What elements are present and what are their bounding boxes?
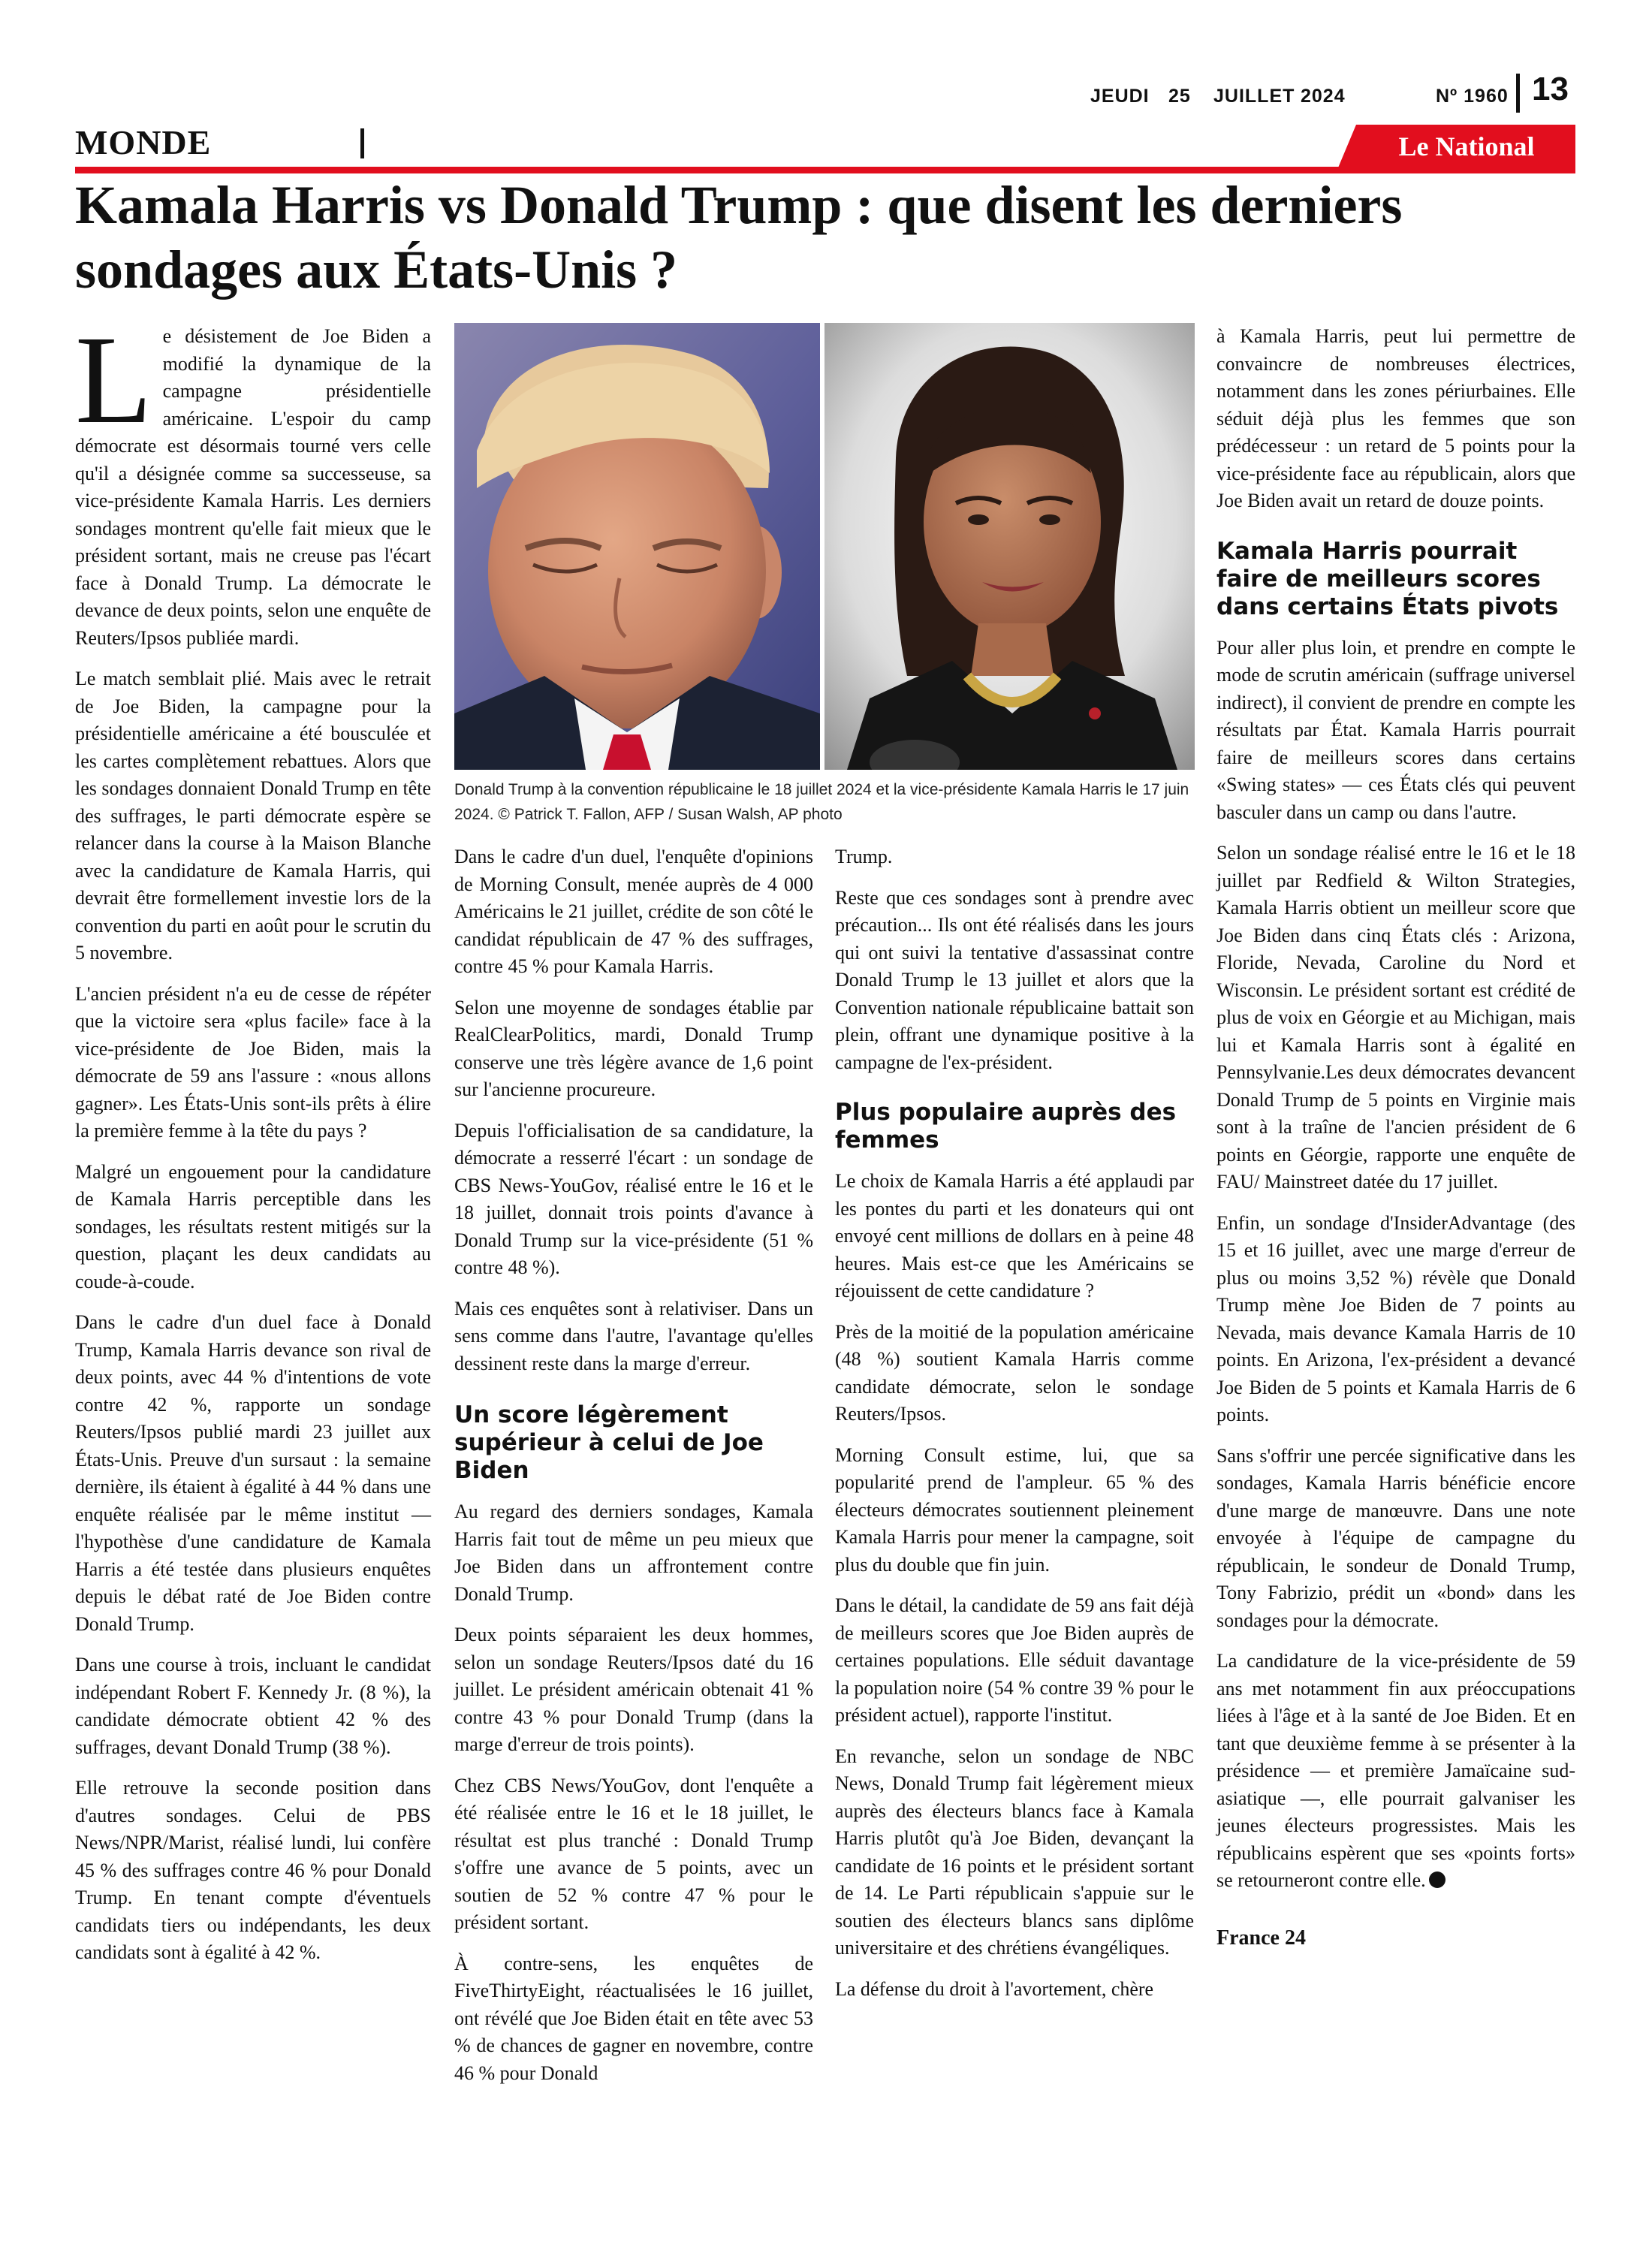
headline: Kamala Harris vs Donald Trump : que disent les derniers sondages aux États-Unis ? [75, 175, 1403, 300]
page-number-divider [1516, 74, 1520, 113]
harris-portrait [824, 323, 1195, 770]
paragraph: Selon une moyenne de sondages établie par RealClearPolitics, mardi, Donald Trump conserve une très légère avance de 1,6 point sur l'ancienne procureure. [454, 996, 813, 1100]
paragraph: Sans s'offrir une percée significative dans les sondages, Kamala Harris bénéficie encore d'une marge de manœuvre. Dans une note envoyée à l'équipe de campagne du républicain, le sondeur de Donald Trump, Tony Fabrizio, prédit un «bond» dans les sondages pour la démocrate. [1216, 1444, 1575, 1631]
issue-date: 25 [1168, 86, 1191, 107]
paragraph: Depuis l'officialisation de sa candidature, la démocrate a resserré l'écart : un sondage de CBS News-YouGov, réalisé entre le 16 et le 18 juillet, donnait trois points d'avance à Donald Trump sur la vice-présidente (51 % contre 48 %). [454, 1119, 813, 1278]
paragraph: Le match semblait plié. Mais avec le retrait de Joe Biden, la campagne pour la présidentielle américaine a été bousculée et les cartes complètement rebattues. Alors que les sondages donnaient Donald Trump en tête des suffrages, le parti démocrate espère se relancer dans la course à la Maison Blanche avec la candidature de Kamala Harris, qui devrait être formellement investie lors de la convention du parti en août pour le scrutin du 5 novembre. [75, 668, 431, 964]
paragraph: Enfin, un sondage d'InsiderAdvantage (des 15 et 16 juillet, avec une marge d'erreur de plus ou moins 3,52 %) révèle que Donald Trump mène Joe Biden de 7 points au Nevada, mais devance Kamala Harris de 10 points. En Arizona, l'ex-président a devancé Joe Biden de 5 points et Kamala Harris de 6 points. [1216, 1211, 1575, 1425]
paragraph: Le choix de Kamala Harris a été applaudi par les pontes du parti et les donateurs qui ont envoyé cent millions de dollars en à peine 48 heures. Mais est-ce que les Américains se réjouissent de cette candidature ? [835, 1170, 1194, 1301]
article-source: France 24 [1216, 1926, 1306, 1950]
paragraph: Malgré un engouement pour la candidature de Kamala Harris perceptible dans les sondages, les résultats restent mitigés sur la question, plaçant les deux candidats au coude-à-coude. [75, 1160, 431, 1292]
paragraph: Deux points séparaient les deux hommes, selon un sondage Reuters/Ipsos daté du 16 juillet. Le président américain obtenait 41 % contre 43 % pour Donald Trump (dans la marge d'erreur de trois points). [454, 1624, 813, 1755]
paragraph: L'ancien président n'a eu de cesse de répéter que la victoire sera «plus facile» face à la vice-présidente de Joe Biden, mais la démocrate de 59 ans l'assure : «nous allons gagner». Les États-Unis sont-ils prêts à élire la première femme à la tête du pays ? [75, 982, 431, 1142]
paragraph: Reste que ces sondages sont à prendre avec précaution... Ils ont été réalisés dans les jours qui ont suivi la tentative d'assassinat contre Donald Trump le 13 juillet et alors que la Convention nationale républicaine battait son plein, offrant une dynamique positive à la campagne de l'ex-président. [835, 886, 1194, 1073]
column-3 [835, 843, 1194, 2016]
issue-year: 2024 [1301, 86, 1346, 107]
issue-day: JEUDI [1090, 86, 1150, 107]
paragraph: La défense du droit à l'avortement, chère [835, 1977, 1154, 2000]
paragraph: Dans le cadre d'un duel face à Donald Trump, Kamala Harris devance son rival de deux points, avec 44 % d'intentions de vote contre 42 %, rapporte un sondage Reuters/Ipsos publié mardi 23 juillet aux États-Unis. Preuve d'un sursaut : la semaine dernière, ils étaient à égalité à 44 % dans une enquête réalisée par le même institut — l'hypothèse d'une candidature de Kamala Harris a été testée dans plusieurs enquêtes depuis le débat raté de Joe Biden contre Donald Trump. [75, 1311, 431, 1635]
paragraph: Au regard des derniers sondages, Kamala Harris fait tout de même un peu mieux que Joe Biden dans un affrontement contre Donald Trump. [454, 1500, 813, 1605]
trump-portrait [454, 323, 820, 770]
section-label: MONDE [75, 123, 212, 161]
paragraph: Mais ces enquêtes sont à relativiser. Dans un sens comme dans l'autre, l'avantage qu'elles dessinent reste dans la marge d'erreur. [454, 1297, 813, 1374]
paragraph: Morning Consult estime, lui, que sa popularité prend de l'ampleur. 65 % des électeurs démocrates soutiennent pleinement Kamala Harris pour mener la campagne, soit plus du double que fin juin. [835, 1443, 1194, 1576]
subheading: Plus populaire auprès des femmes [835, 1099, 1177, 1154]
closing-paragraph [1216, 1648, 1575, 1895]
paragraph: Selon un sondage réalisé entre le 16 et le 18 juillet par Redfield & Wilton Strategies, Kamala Harris obtient un meilleur score que Joe Biden dans cinq États clés : Arizona, Floride, Nevada, Caroline du Nord et Wisconsin. Le président sortant est crédité de plus de voix en Géorgie et au Michigan, mais lui et Kamala Harris sont à égalité en Pennsylvanie.Les deux démocrates devancent Donald Trump de 5 points en Virginie mais sont à la traîne de l'ancien président de 6 points en Géorgie, rapporte une enquête de FAU/ Mainstreet datée du 17 juillet. [1216, 842, 1575, 1193]
section-divider [360, 128, 364, 158]
paragraph: Dans le détail, la candidate de 59 ans fait déjà de meilleurs scores que Joe Biden auprès de certaines populations. Elle séduit davantage la population noire (54 % contre 39 % pour le président actuel), rapporte l'institut. [835, 1594, 1194, 1726]
column-1 [75, 310, 431, 1980]
article-photo [454, 323, 1195, 770]
paragraph: Trump. [835, 846, 893, 867]
page-number: 13 [1532, 71, 1569, 107]
paragraph: Dans le cadre d'un duel, l'enquête d'opinions de Morning Consult, menée auprès de 4 000 Américains le 21 juillet, crédite de son côté le candidat républicain de 47 % des suffrages, contre 45 % pour Kamala Harris. [454, 846, 813, 977]
brand-name: Le National [1398, 131, 1535, 161]
paragraph: Dans une course à trois, incluant le candidat indépendant Robert F. Kennedy Jr. (8 %), la candidate démocrate obtient 42 % des suffrages, devant Donald Trump (38 %). [75, 1654, 431, 1758]
issue-metadata [1081, 78, 1509, 111]
closing-text: La candidature de la vice-présidente de 59 ans met notamment fin aux préoccupations liées à l'âge et à la santé de Joe Biden. Et en tant que deuxième femme à se présenter à la présidence — et première Jamaïcaine sud-asiatique —, elle pourrait galvaniser les jeunes électeurs progressistes. Mais les républicains espèrent que ses «points forts» se retourneront contre elle. [1216, 1650, 1575, 1891]
subheading: Un score légèrement supérieur à celui de Joe Biden [454, 1401, 764, 1484]
paragraph: Pour aller plus loin, et prendre en compte le mode de scrutin américain (suffrage universel indirect), il convient de prendre en compte les résultats par État. Kamala Harris pourrait faire de meilleurs scores dans certains «Swing states» — ces États clés qui peuvent basculer dans un camp ou dans l'autre. [1216, 636, 1575, 823]
paragraph: Chez CBS News/YouGov, dont l'enquête a été réalisée entre le 16 et le 18 juillet, le résultat est plus tranché : Donald Trump s'offre une avance de 5 points, avec un soutien de 52 % contre 47 % pour le président sortant. [454, 1774, 813, 1933]
paragraph: À contre-sens, les enquêtes de FiveThirtyEight, réactualisées le 16 juillet, ont révélé que Joe Biden était en tête avec 53 % de chances de gagner en novembre, contre 46 % pour Donald [454, 1952, 813, 2084]
paragraph: Elle retrouve la seconde position dans d'autres sondages. Celui de PBS News/NPR/Marist, réalisé lundi, lui confère 45 % des suffrages contre 46 % pour Donald Trump. En tenant compte d'éventuels candidats tiers ou indépendants, les deux candidats sont à égalité à 42 %. [75, 1777, 431, 1963]
lead-paragraph [75, 310, 431, 652]
paragraph: En revanche, selon un sondage de NBC News, Donald Trump fait légèrement mieux auprès des électeurs blancs face à Kamala Harris plutôt qu'à Joe Biden, devançant la candidate de 16 points et le président sortant de 14. Le Parti républicain s'appuie sur le soutien des électeurs blancs sans diplôme universitaire et des chrétiens évangéliques. [835, 1745, 1194, 1959]
paragraph: à Kamala Harris, peut lui permettre de convaincre de nombreuses électrices, notamment dans les zones périurbaines. Elle séduit déjà plus les femmes que son prédécesseur : un retard de 5 points pour la vice-présidente face au républicain, alors que Joe Biden avait un retard de douze points. [1216, 325, 1575, 511]
column-4 [1216, 323, 1575, 1952]
drop-cap: L [75, 310, 152, 450]
photo-caption: Donald Trump à la convention républicaine le 18 juillet 2024 et la vice-présidente Kamala Harris le 17 juin 2024. © Patrick T. Fallon, AFP / Susan Walsh, AP photo [454, 781, 1189, 823]
column-2 [454, 843, 813, 2101]
issue-number: Nº 1960 [1436, 86, 1509, 107]
lead-text: e désistement de Joe Biden a modifié la dynamique de la campagne présidentielle américaine. L'espoir du camp démocrate est désormais tourné vers celle qu'il a désignée comme sa successeuse, sa vice-présidente Kamala Harris. Les derniers sondages montrent qu'elle fait mieux que le président sortant, mais ne creuse pas l'écart face à Donald Trump. La démocrate le devance de deux points, selon une enquête de Reuters/Ipsos publiée mardi. [75, 325, 431, 649]
photo-harris [824, 323, 1195, 770]
photo-trump [454, 323, 820, 770]
paragraph: Près de la moitié de la population américaine (48 %) soutient Kamala Harris comme candidate démocrate, selon le sondage Reuters/Ipsos. [835, 1320, 1194, 1425]
end-of-article-icon [1429, 1871, 1446, 1888]
subheading: Kamala Harris pourrait faire de meilleurs scores dans certains États pivots [1216, 537, 1559, 620]
issue-month: JUILLET [1213, 86, 1295, 107]
